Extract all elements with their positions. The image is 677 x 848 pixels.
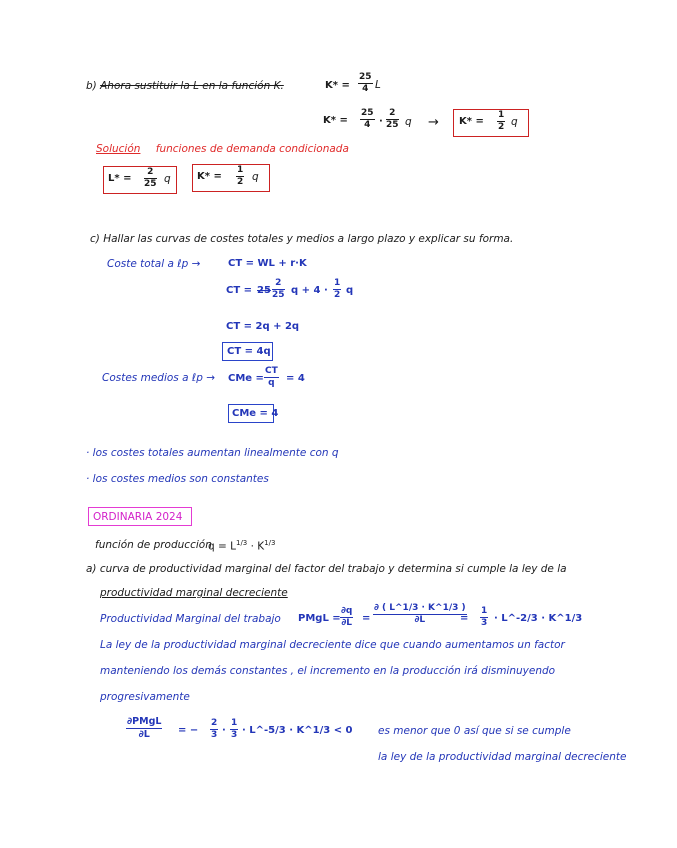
funcion-label: función de producción [95,539,212,551]
eq2-fraction-1: $\frac{25}{4}$ [361,108,374,130]
funcion-formula: $q = L^{1/3} \cdot K^{1/3}$ [208,539,276,553]
bullet-costes-totales: · los costes totales aumentan linealmente con q [86,447,339,459]
eq1-var: L [375,79,381,91]
pmg-label: Productividad Marginal del trabajo [100,613,281,625]
ct-sub-var: q [346,285,354,296]
costes-medios-label: Costes medios a ℓp → [102,372,216,384]
pmg-eq: = [362,613,371,624]
eq2-fraction-2: $\frac{2}{25}$ [386,108,399,130]
solution-l-fraction: $\frac{2}{25}$ [144,167,157,189]
deriv-fraction-2: $\frac{1}{3}$ [231,718,238,740]
pmg-fraction-1: $\frac{\partial q}{\partial L}$ [341,606,353,628]
ct-sub-coef: 25 [257,285,271,296]
part-a-line-1: a) curva de productividad marginal del factor del trabajo y determina si cumple la ley de la [86,563,567,575]
ct-sum: CT = 2q + 2q [226,321,300,332]
pmg-rhs: · L^-2/3 · K^1/3 [494,613,583,624]
conclusion-line-1: es menor que 0 así que si se cumple [378,725,571,737]
conclusion-line-2: la ley de la productividad marginal decreciente [378,751,627,763]
solution-k-fraction: $\frac{1}{2}$ [237,165,244,187]
cme-result: CMe = 4 [232,408,279,419]
part-a-line-2: productividad marginal decreciente [100,587,288,599]
pmg-lhs: PMgL = [298,613,341,624]
pmg-eq-2: = [460,613,469,624]
deriv-fraction-1: $\frac{2}{3}$ [211,718,218,740]
result-k-lhs: K* = [459,116,484,127]
deriv-fraction: ∂PMgL ∂L [127,716,162,740]
cme-fraction: $\frac{CT}{q}$ [265,366,278,388]
ct-result: CT = 4q [227,346,271,357]
coste-total-label: Coste total a ℓp → [107,258,201,270]
ct-formula: CT = WL + r·K [228,258,307,269]
cme-rhs: = 4 [286,373,305,384]
deriv-rhs: · L^-5/3 · K^1/3 < 0 [242,725,353,736]
section-b-instruction: b) Ahora sustituir la L en la función K. [86,80,284,92]
ley-line-1: La ley de la productividad marginal decreciente dice que cuando aumentamos un factor [100,639,565,651]
ordinaria-heading: ORDINARIA 2024 [93,511,183,523]
result-k-var: q [511,116,518,128]
solucion-heading: Solución funciones de demanda condicionada [96,143,349,155]
deriv-dot: · [222,725,226,736]
result-k-fraction: $\frac{1}{2}$ [498,110,505,132]
solution-l-lhs: L* = [108,173,132,184]
section-c-instruction: c) Hallar las curvas de costes totales y medios a largo plazo y explicar su forma. [90,233,514,245]
ley-line-3: progresivamente [100,691,190,703]
eq2-var: q [405,116,412,128]
ct-sub-fraction-1: $\frac{2}{25}$ [272,278,285,300]
ct-sub-lhs: CT = [226,285,253,296]
cme-lhs: CMe = [228,373,264,384]
solution-k-var: q [252,171,259,183]
pmg-fraction-2: $\frac{\partial ( L\^{}1/3 \cdot K\^{}1/3 )}{\partial L}$ [374,603,466,625]
ct-sub-fraction-2: $\frac{1}{2}$ [334,278,341,300]
pmg-fraction-3: $\frac{1}{3}$ [481,606,488,628]
eq-k-star-2: K* = [323,115,348,126]
eq-k-star-1: K* = [325,80,350,91]
eq2-dot: · [379,116,383,127]
solution-l-var: q [164,173,171,185]
ct-sub-mid: q + 4 · [291,285,328,296]
arrow-icon: → [428,115,439,130]
eq1-fraction: $\frac{25}{4}$ [359,72,372,94]
solution-k-lhs: K* = [197,171,222,182]
ley-line-2: manteniendo los demás constantes , el incremento en la producción irá disminuyendo [100,665,556,677]
bullet-costes-medios: · los costes medios son constantes [86,473,269,485]
deriv-eq: = − [178,725,199,736]
